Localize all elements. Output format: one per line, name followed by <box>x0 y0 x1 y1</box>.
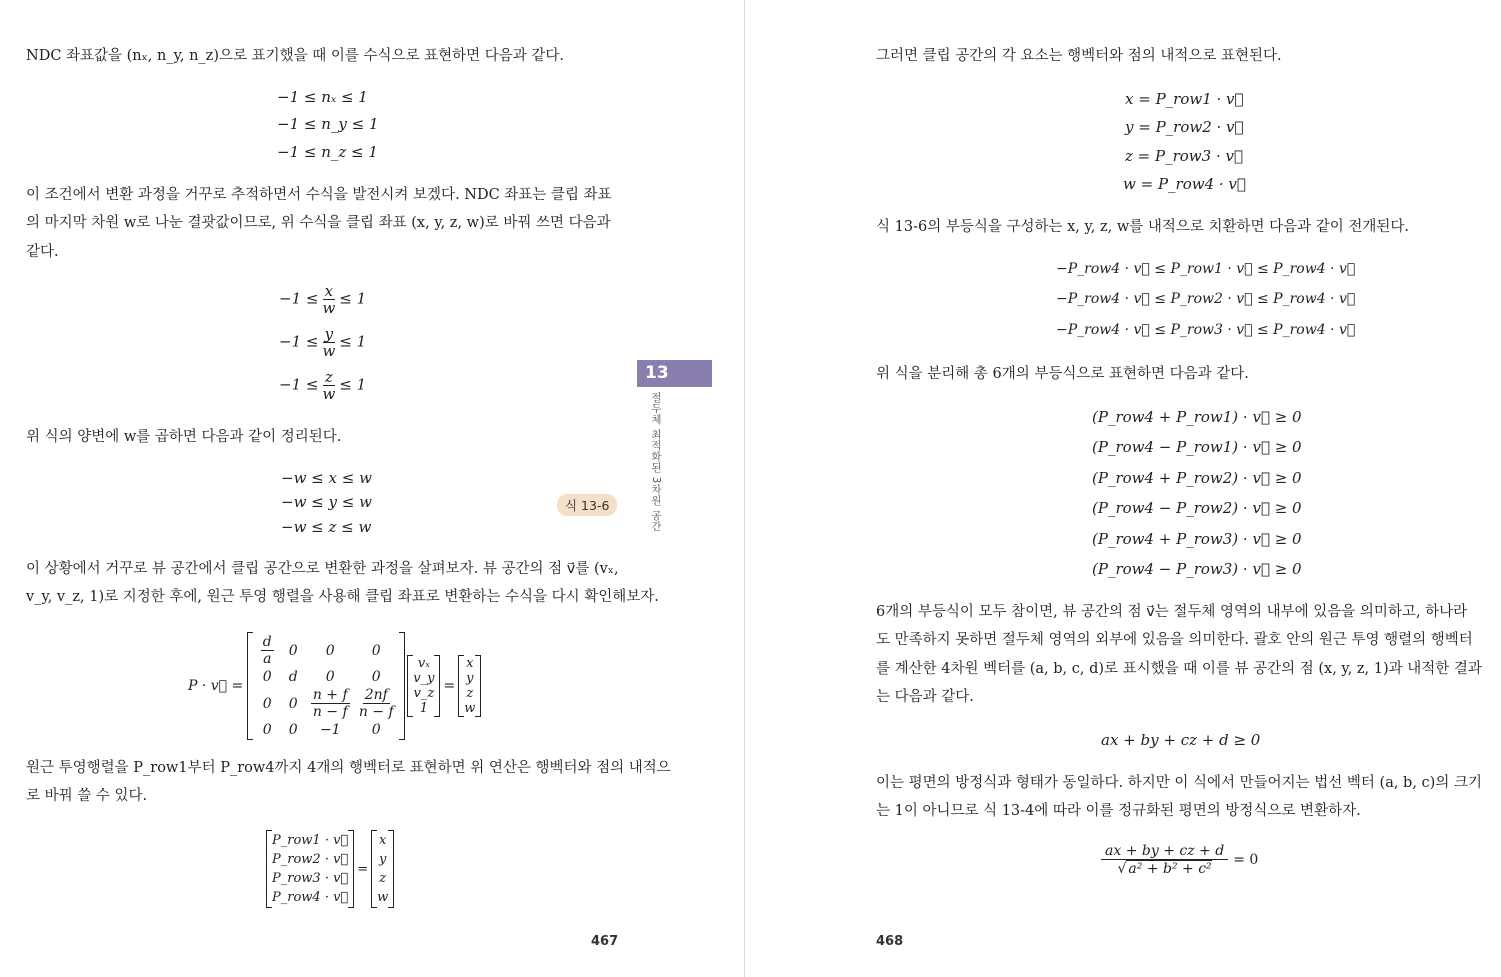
matrix-cell: 0 <box>371 722 381 738</box>
row-ineq-1: −P_row4 · v⃗ ≤ P_row1 · v⃗ ≤ P_row4 · v⃗ <box>1056 261 1356 277</box>
left-paragraph-5-line2: 로 바꿔 쓸 수 있다. <box>26 788 148 804</box>
six-ineq-2: (P_row4 − P_row1) · v⃗ ≥ 0 <box>1092 438 1302 456</box>
clip-ineq-y: −w ≤ y ≤ w <box>281 493 372 511</box>
matrix-lhs: P · v⃗ = <box>188 678 244 694</box>
right-page-number: 468 <box>876 934 904 949</box>
six-ineq-4: (P_row4 − P_row2) · v⃗ ≥ 0 <box>1092 499 1302 517</box>
clip-coord-vector: x y z w <box>458 655 481 717</box>
left-paragraph-2-line1: 이 조건에서 변환 과정을 거꾸로 추적하면서 수식을 발전시켜 보겠다. NDC 좌표는 클립 좌표 <box>26 187 612 203</box>
clip-ineq-x: −w ≤ x ≤ w <box>281 469 372 487</box>
view-point-vector: vₓ v_y v_z 1 <box>407 655 440 717</box>
right-paragraph-1: 그러면 클립 공간의 각 요소는 행벡터와 점의 내적으로 표현된다. <box>876 48 1282 64</box>
matrix-cell: 0 <box>325 642 335 659</box>
matrix-cell: 0 <box>262 722 272 738</box>
left-paragraph-1: NDC 좌표값을 (nₓ, n_y, n_z)으로 표기했을 때 이를 수식으로 표현하면 다음과 같다. <box>26 48 564 64</box>
normalized-numerator: ax + by + cz + d <box>1101 843 1228 860</box>
frac-ineq-x: −1 ≤ $\frac{x}{w}$ ≤ 1 <box>279 282 367 317</box>
normalized-denominator: √ a² + b² + c² <box>1117 861 1212 877</box>
matrix-cell: 0 <box>371 669 381 685</box>
right-paragraph-4-line3: 를 계산한 4차원 벡터를 (a, b, c, d)로 표시했을 때 이를 뷰 공간의 점 (x, y, z, 1)과 내적한 결과 <box>876 661 1482 677</box>
matrix-cell: 0 <box>262 669 272 685</box>
row-ineq-2: −P_row4 · v⃗ ≤ P_row2 · v⃗ ≤ P_row4 · v⃗ <box>1056 291 1356 307</box>
left-paragraph-4-line1: 이 상황에서 거꾸로 뷰 공간에서 클립 공간으로 변환한 과정을 살펴보자. 뷰 공간의 점 v⃗를 (vₓ, <box>26 561 619 577</box>
frac-ineq-y: −1 ≤ $\frac{y}{w}$ ≤ 1 <box>279 325 367 360</box>
right-paragraph-3: 위 식을 분리해 총 6개의 부등식으로 표현하면 다음과 같다. <box>876 366 1249 382</box>
left-paragraph-2-line3: 같다. <box>26 244 59 260</box>
right-paragraph-4-line4: 는 다음과 같다. <box>876 689 974 705</box>
projection-matrix <box>247 632 405 740</box>
left-page <box>0 0 745 977</box>
row-vector-equation: P_row1 · v⃗ P_row2 · v⃗ P_row3 · v⃗ P_row4 · v⃗ = x y z w <box>266 830 394 908</box>
dot-eq-z: z = P_row3 · v⃗ <box>1125 147 1243 165</box>
chapter-title-vertical: 절두체 최적화된 3차원 공간 <box>650 392 662 532</box>
left-paragraph-3: 위 식의 양변에 w를 곱하면 다음과 같이 정리된다. <box>26 429 342 445</box>
matrix-cell: 0 <box>288 642 298 659</box>
matrix-cell: d <box>288 669 298 685</box>
matrix-cell: $\frac{d}{a}$ <box>262 634 272 667</box>
dot-eq-w: w = P_row4 · v⃗ <box>1123 175 1246 193</box>
matrix-cell: 0 <box>288 722 298 738</box>
left-paragraph-4-line2: v_y, v_z, 1)로 지정한 후에, 원근 투영 행렬을 사용해 클립 좌표로 변환하는 수식을 다시 확인해보자. <box>26 589 659 605</box>
dot-eq-y: y = P_row2 · v⃗ <box>1125 118 1244 136</box>
six-ineq-6: (P_row4 − P_row3) · v⃗ ≥ 0 <box>1092 560 1302 578</box>
plane-inequality: ax + by + cz + d ≥ 0 <box>1101 731 1261 749</box>
matrix-cell: 0 <box>325 669 335 685</box>
projection-matrix-equation: P · v⃗ = $\frac{d}{a}$ 0 0 0 0 d 0 0 0 0 $\frac{n + f}{n - f}$ $\frac{2nf}{n - f}$ 0 0 −1 0 vₓ v_y v_z 1 = x y z w <box>188 632 481 740</box>
six-ineq-1: (P_row4 + P_row1) · v⃗ ≥ 0 <box>1092 408 1302 426</box>
matrix-cell: $\frac{2nf}{n - f}$ <box>358 687 394 720</box>
chapter-number-tab: 13 <box>637 360 712 387</box>
clip-ineq-z: −w ≤ z ≤ w <box>281 518 372 536</box>
right-page <box>746 0 1501 977</box>
matrix-cell: 0 <box>288 695 298 712</box>
normalized-rhs: = 0 <box>1233 852 1259 868</box>
right-paragraph-2: 식 13-6의 부등식을 구성하는 x, y, z, w를 내적으로 치환하면 다음과 같이 전개된다. <box>876 219 1410 235</box>
matrix-cell: $\frac{n + f}{n - f}$ <box>312 687 348 720</box>
left-page-number: 467 <box>591 934 619 949</box>
left-paragraph-5-line1: 원근 투영행렬을 P_row1부터 P_row4까지 4개의 행벡터로 표현하면 위 연산은 행벡터와 점의 내적으 <box>26 760 671 776</box>
right-paragraph-5-line1: 이는 평면의 방정식과 형태가 동일하다. 하지만 이 식에서 만들어지는 법선 벡터 (a, b, c)의 크기 <box>876 775 1482 791</box>
matrix-cell: −1 <box>319 722 341 738</box>
frac-ineq-z: −1 ≤ $\frac{z}{w}$ ≤ 1 <box>279 368 367 403</box>
matrix-cell: 0 <box>371 642 381 659</box>
left-paragraph-2-line2: 의 마지막 차원 w로 나눈 결괏값이므로, 위 수식을 클립 좌표 (x, y, z, w)로 바꿔 쓰면 다음과 <box>26 215 611 231</box>
six-ineq-5: (P_row4 + P_row3) · v⃗ ≥ 0 <box>1092 530 1302 548</box>
row-vector-column: P_row1 · v⃗ P_row2 · v⃗ P_row3 · v⃗ P_row4 · v⃗ <box>266 830 354 908</box>
normalized-plane-equation <box>1099 843 1258 877</box>
ndc-ineq-y: −1 ≤ n_y ≤ 1 <box>277 115 379 133</box>
six-ineq-3: (P_row4 + P_row2) · v⃗ ≥ 0 <box>1092 469 1302 487</box>
row-ineq-3: −P_row4 · v⃗ ≤ P_row3 · v⃗ ≤ P_row4 · v⃗ <box>1056 322 1356 338</box>
dot-eq-x: x = P_row1 · v⃗ <box>1125 90 1244 108</box>
right-paragraph-4-line2: 도 만족하지 못하면 절두체 영역의 외부에 있음을 의미한다. 괄호 안의 원근 투영 행렬의 행벡터 <box>876 632 1473 648</box>
right-paragraph-5-line2: 는 1이 아니므로 식 13-4에 따라 이를 정규화된 평면의 방정식으로 변환하자. <box>876 803 1361 819</box>
xyzw-column: x y z w <box>371 830 394 908</box>
page-divider <box>744 0 745 977</box>
ndc-ineq-x: −1 ≤ nₓ ≤ 1 <box>277 88 368 106</box>
matrix-cell: 0 <box>262 695 272 712</box>
ndc-ineq-z: −1 ≤ n_z ≤ 1 <box>277 143 378 161</box>
right-paragraph-4-line1: 6개의 부등식이 모두 참이면, 뷰 공간의 점 v⃗는 절두체 영역의 내부에 있음을 의미하고, 하나라 <box>876 604 1468 620</box>
equation-label-badge: 식 13-6 <box>557 494 617 516</box>
